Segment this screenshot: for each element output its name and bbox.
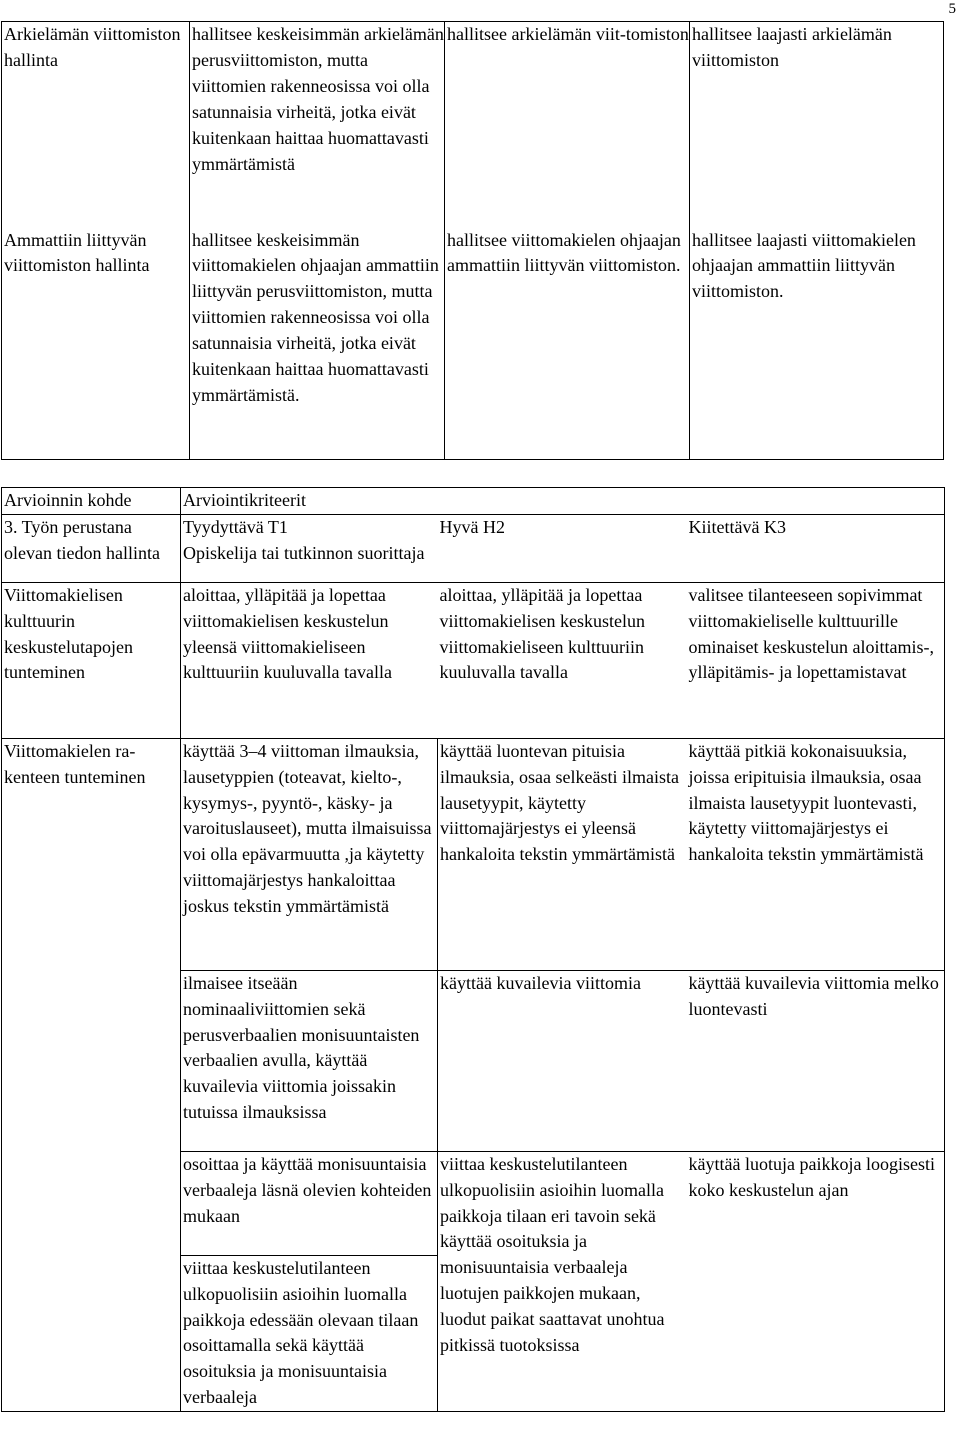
- page-number: 5: [948, 1, 956, 17]
- criteria-t1: hallitsee keskeisimmän arkielämän perusviittomiston, mutta viittomien rakenneosissa voi olla satunnaisia virheitä, jotka eivät kuitenkaan haittaa huomattavasti ymmärtämistä: [190, 22, 445, 228]
- criteria-k3: käyttää pitkiä kokonaisuuksia, joissa eripituisia ilmauksia, osaa ilmaista lausetyypit luontevasti, käytetty viittomajärjestys ei hankaloita tekstin ymmärtämistä: [687, 739, 945, 971]
- header-kohde: Arvioinnin kohde: [2, 488, 181, 515]
- grade-k3: Kiitettävä K3: [687, 514, 945, 540]
- criteria-k3: hallitsee laajasti arkielämän viittomiston: [692, 24, 892, 70]
- criteria-k3: valitsee tilanteeseen sopivimmat viittomakieliselle kulttuurille ominaiset keskustelun aloittamis-, ylläpitämis- ja lopettamistavat: [687, 583, 945, 739]
- criteria-t1: ilmaisee itseään nominaaliviittomien sekä perusverbaalien monisuuntaisten verbaalien avulla, käyttää kuvailevia viittomia joissakin tutuissa ilmauksissa: [181, 971, 438, 1152]
- section-label: 3. Työn perustana olevan tiedon hallinta: [2, 514, 181, 582]
- criteria-h2: viittaa keskustelutilanteen ulkopuolisiin asioihin luomalla paikkoja tilaan eri tavoin sekä käyttää osoituksia ja monisuuntaisia verbaaleja luotujen paikkojen mukaan, luodut paikat saattavat unohtua pitkissä tuotoksissa: [440, 1154, 665, 1355]
- criteria-table-top: [1, 21, 944, 460]
- criteria-h2: aloittaa, ylläpitää ja lopettaa viittomakielisen keskustelun viittomakieliseen kulttuuriin kuuluvalla tavalla: [438, 583, 687, 739]
- criteria-k3: käyttää luotuja paikkoja loogisesti koko keskustelun ajan: [688, 1154, 935, 1200]
- criteria-t1: aloittaa, ylläpitää ja lopettaa viittomakielisen keskustelun yleensä viittomakieliseen kulttuuriin kuuluvalla tavalla: [181, 583, 438, 739]
- criteria-t1: hallitsee keskeisimmän viittomakielen ohjaajan ammattiin liittyvän perusviittomiston, mutta viittomien rakenneosissa voi olla satunnaisia virheitä, jotka eivät kuitenkaan haittaa huomattavasti ymmärtämistä.: [190, 228, 445, 460]
- criteria-h2: käyttää luontevan pituisia ilmauksia, osaa selkeästi ilmaista lausetyypit, käytetty viittomajärjestys ei yleensä hankaloita tekstin ymmärtämistä: [438, 739, 687, 971]
- criteria-t1: käyttää 3–4 viittoman ilmauksia, lausetyppien (toteavat, kielto-, kysymys-, pyyntö-, käsky- ja varoituslauseet), mutta ilmaisuissa voi olla epävarmuutta ,ja käytetty viittomajärjestys hankaloittaa joskus tekstin ymmärtämistä: [181, 739, 438, 971]
- criteria-h2: käyttää kuvailevia viittomia: [438, 971, 687, 1152]
- row-label: Viittomakielisen kulttuurin keskustelutapojen tunteminen: [2, 583, 181, 739]
- row-label: Ammattiin liittyvän viittomiston hallinta: [2, 228, 190, 460]
- criteria-k3: hallitsee laajasti viittomakielen ohjaajan ammattiin liittyvän viittomiston.: [692, 229, 916, 302]
- criteria-table-bottom: [1, 487, 945, 1412]
- table-row: [2, 22, 944, 228]
- criteria-h2: hallitsee arkielämän viit-tomiston: [445, 22, 690, 228]
- table-row: [2, 739, 945, 971]
- row-label: Viittomakielen ra-kenteen tunteminen: [2, 739, 181, 1412]
- criteria-t1: osoittaa ja käyttää monisuuntaisia verbaaleja läsnä olevien kohteiden mukaan: [181, 1152, 438, 1256]
- grade-t1: Tyydyttävä T1: [181, 514, 438, 540]
- table-row: [2, 583, 945, 739]
- subheader: Opiskelija tai tutkinnon suorittaja: [181, 541, 945, 583]
- criteria-h2: hallitsee viittomakielen ohjaajan ammattiin liittyvän viittomiston.: [445, 228, 690, 460]
- header-kriteerit: Arviointikriteerit: [183, 490, 306, 510]
- grades-row: [2, 514, 945, 540]
- header-row: [2, 488, 945, 515]
- grade-h2: Hyvä H2: [438, 514, 687, 540]
- table-row: [2, 228, 944, 460]
- criteria-k3: käyttää kuvailevia viittomia melko luontevasti: [687, 971, 945, 1152]
- criteria-t1: viittaa keskustelutilanteen ulkopuolisiin asioihin luomalla paikkoja edessään olevaan tilaan osoittamalla sekä käyttää osoituksia ja monisuuntaisia verbaaleja: [181, 1256, 438, 1412]
- row-label: Arkielämän viittomiston hallinta: [2, 22, 190, 228]
